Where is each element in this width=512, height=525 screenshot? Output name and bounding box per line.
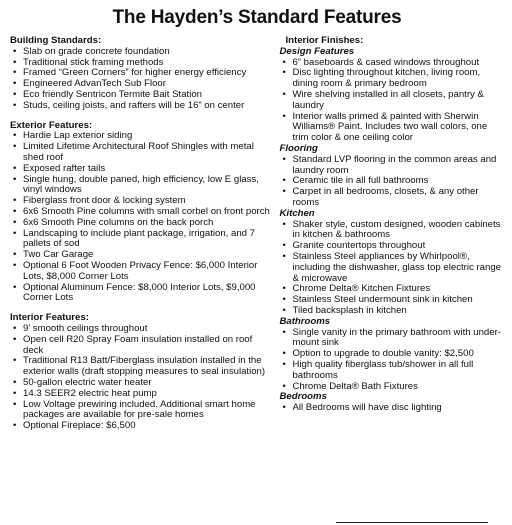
interior-features-list: [10, 324, 271, 432]
columns: [10, 36, 504, 432]
list-item: • Framed “Green Corners” for higher energy efficiency: [10, 68, 271, 79]
list-item: • 6x6 Smooth Pine columns on the back porch: [10, 218, 271, 229]
list-item: • Two Car Garage: [10, 250, 271, 261]
list-item: • Standard LVP flooring in the common areas and laundry room: [279, 155, 504, 177]
flooring-list: [279, 155, 504, 209]
list-item: • Granite countertops throughout: [279, 241, 504, 252]
list-item: • 6x6 Smooth Pine columns with small corbel on front porch: [10, 207, 271, 218]
building-standards-heading: Building Standards:: [10, 35, 102, 46]
list-item: • Carpet in all bedrooms, closets, & any other rooms: [279, 187, 504, 209]
list-item: • Slab on grade concrete foundation: [10, 47, 271, 58]
list-item: • Stainless Steel appliances by Whirlpool®, including the dishwasher, glass top electric range & microwave: [279, 252, 504, 284]
list-item: • Low Voltage prewiring included. Additional smart home packages are available for pre-sale homes: [10, 400, 271, 422]
bedrooms-list: [279, 403, 504, 414]
page-title: The Hayden’s Standard Features: [112, 7, 402, 28]
divider: [336, 522, 488, 523]
list-item: • All Bedrooms will have disc lighting: [279, 403, 504, 414]
interior-finishes-heading: Interior Finishes:: [285, 35, 364, 46]
exterior-features-list: [10, 131, 271, 304]
list-item: • Optional Aluminum Fence: $8,000 Interior Lots, $9,000 Corner Lots: [10, 283, 271, 305]
list-item: • Shaker style, custom designed, wooden cabinets in kitchen & bathrooms: [279, 220, 504, 242]
list-item: • High quality fiberglass tub/shower in all full bathrooms: [279, 360, 504, 382]
building-standards-list: [10, 47, 271, 112]
list-item: • Eco friendly Sentricon Termite Bait Station: [10, 90, 271, 101]
list-item: • Optional 6 Foot Wooden Privacy Fence: $6,000 Interior Lots, $8,000 Corner Lots: [10, 261, 271, 283]
left-column: [10, 36, 271, 432]
list-item: • Single vanity in the primary bathroom with under-mount sink: [279, 328, 504, 350]
list-item: • Ceramic tile in all full bathrooms: [279, 176, 504, 187]
list-item: • Engineered AdvanTech Sub Floor: [10, 79, 271, 90]
exterior-features-heading: Exterior Features:: [10, 119, 93, 131]
list-item: • Tiled backsplash in kitchen: [279, 306, 504, 317]
list-item: • Optional Fireplace: $6,500: [10, 421, 271, 432]
list-item: • Limited Lifetime Architectural Roof Shingles with metal shed roof: [10, 142, 271, 164]
list-item: • Fiberglass front door & locking system: [10, 196, 271, 207]
list-item: • Chrome Delta® Bath Fixtures: [279, 382, 504, 393]
list-item: • Single hung, double paned, high efficiency, low E glass, vinyl windows: [10, 175, 271, 197]
design-features-list: [279, 58, 504, 144]
list-item: • Landscaping to include plant package, irrigation, and 7 pallets of sod: [10, 229, 271, 251]
list-item: • Option to upgrade to double vanity: $2,500: [279, 349, 504, 360]
list-item: • Traditional stick framing methods: [10, 58, 271, 69]
list-item: • Disc lighting throughout kitchen, living room, dining room & primary bedroom: [279, 68, 504, 90]
list-item: • Wire shelving installed in all closets, pantry & laundry: [279, 90, 504, 112]
kitchen-heading: Kitchen: [279, 207, 315, 219]
bedrooms-heading: Bedrooms: [279, 391, 327, 403]
list-item: • 50-gallon electric water heater: [10, 378, 271, 389]
list-item: • Traditional R13 Batt/Fiberglass insulation installed in the exterior walls (draft stopping measures to seal insulation): [10, 356, 271, 378]
design-features-heading: Design Features: [279, 45, 355, 57]
list-item: • Hardie Lap exterior siding: [10, 131, 271, 142]
list-item: • Studs, ceiling joists, and rafters will be 16” on center: [10, 101, 271, 112]
right-column: [279, 36, 504, 432]
list-item: • 14.3 SEER2 electric heat pump: [10, 389, 271, 400]
list-item: • Interior walls primed & painted with Sherwin Williams® Paint. Includes two wall colors, one trim color & one ceiling color: [279, 112, 504, 144]
interior-features-heading: Interior Features:: [10, 312, 89, 324]
bathrooms-heading: Bathrooms: [279, 315, 331, 327]
flooring-heading: Flooring: [279, 142, 318, 154]
kitchen-list: [279, 220, 504, 317]
list-item: • Chrome Delta® Kitchen Fixtures: [279, 284, 504, 295]
bathrooms-list: [279, 328, 504, 393]
list-item: • 9’ smooth ceilings throughout: [10, 324, 271, 335]
list-item: • 6” baseboards & cased windows throughout: [279, 58, 504, 69]
list-item: • Open cell R20 Spray Foam insulation installed on roof deck: [10, 335, 271, 357]
list-item: • Exposed rafter tails: [10, 164, 271, 175]
list-item: • Stainless Steel undermount sink in kitchen: [279, 295, 504, 306]
